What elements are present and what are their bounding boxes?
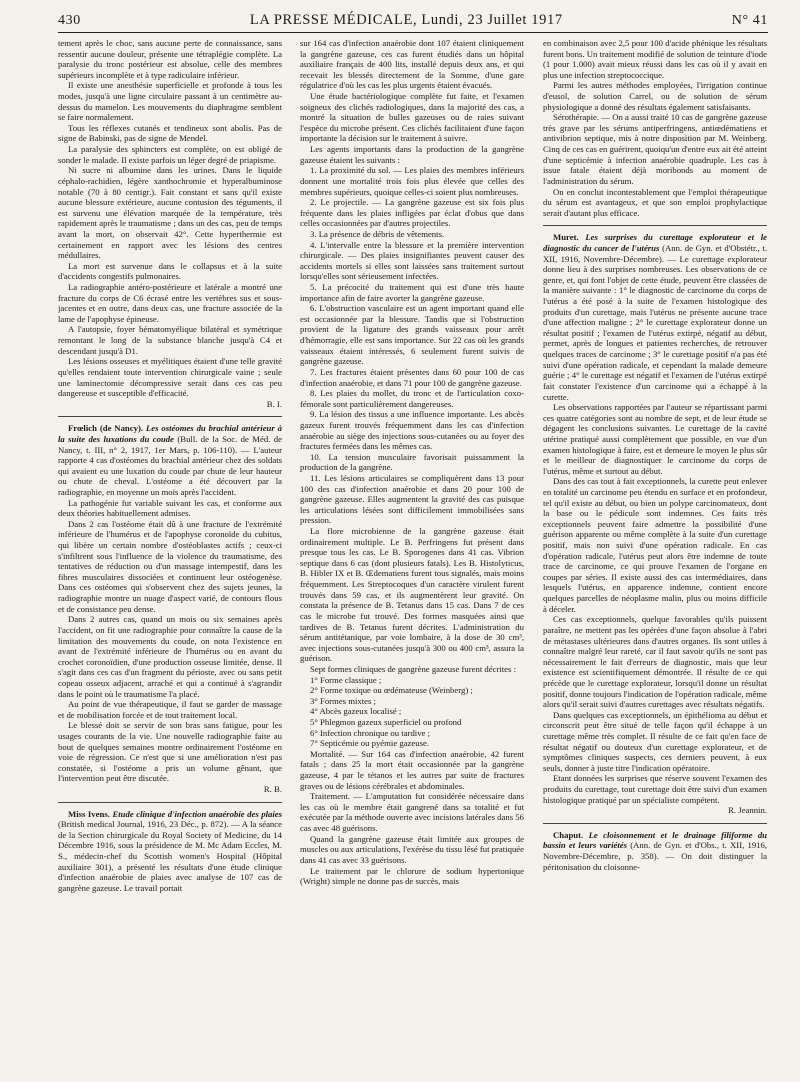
paragraph: Les agents importants dans la production de la gangrène gazeuse étaient les suivants : [300,144,524,165]
paragraph: La pathogénie fut variable suivant les cas, et conforme aux deux théories habituellement admises. [58,497,282,519]
paragraph: Le blessé doit se servir de son bras sans fatigue, pour les usages courants de la vie. Une nouvelle radiographie faite au bout de quelques semaines montre ordinairement l'ostéome en voie de régression. Ce n'est que si une amélioration n'est pas constatée, si l'ostéome a pris un volume gênant, que l'intervention peut être discutée. [58,720,282,784]
paragraph: Le traitement par le chlorure de sodium hypertonique (Wright) simple ne donne pas de succès, mais [300,865,524,887]
paragraph: Ni sucre ni albumine dans les urines. Dans le liquide céphalo-rachidien, légère xanthochromie et hyperalbuminose notable (70 à 80 centigr.). Fait constant et sans qu'il existe aucune blessure extérieure, aucune contusion des téguments, il est survenu une élévation marquée de la température, très rapidement après le traumatisme ; dans un des cas, peu de temps avant la mort, on observait 42°. Cette hyperthermie est certainement en rapport avec les lésions des centres médullaires. [58,165,282,261]
paragraph: Il existe une anesthésie superficielle et profonde à tous les modes, jusqu'à une ligne circulaire passant à un centimètre au-dessus du mamelon. Les mouvements du diaphragme semblent se faire normalement. [58,80,282,123]
article-author: Chaput. [553,829,584,840]
paragraph: Les lésions osseuses et myélitiques étaient d'une telle gravité qu'elles rendaient toute intervention chirurgicale vaine ; seule une laminectomie décompressive serait dans ces cas peu dangereuse et susceptible d'efficacité. [58,356,282,399]
paragraph: Dans 2 cas l'ostéome était dû à une fracture de l'extrémité inférieure de l'humérus et de l'apophyse coronoïde du cubitus, qui libère un certain nombre d'ostéoblastes actifs ; ceux-ci s'infiltrent sous l'influence de la violence du traumatisme, des tentatives de réduction ou d'un massage intempestif, dans les fibres musculaires dissociées et continuent leur ostéogenèse. Dans ces ostéomes qui s'observent chez des sujets jeunes, la radiographie montre un nuage d'aspect varié, de contours flous et de consistance peu dense. [58,518,282,614]
paragraph: La mort est survenue dans le collapsus et à la suite d'accidents congestifs pulmonaires. [58,260,282,282]
paragraph: 10. La tension musculaire favorisait puissamment la production de la gangrène. [300,451,524,473]
article-author: Muret. [553,232,579,243]
article-title: Le cloisonnement et le drainage filiforme du bassin et leurs variétés [543,829,767,851]
paragraph: Tous les réflexes cutanés et tendineux sont abolis. Pas de signe de Babinski, pas de signe de Mendel. [58,122,282,144]
page-header [58,12,768,33]
article-title: Les ostéomes du brachial antérieur à la suite des luxations du coude [58,423,282,444]
paragraph: 9. La lésion des tissus a une influence importante. Les abcès gazeux furent trouvés fréquemment dans les cas d'infection anaérobie au siège des injections sous-cutanées ou au foyer des fractures fermées dans les mêmes cas. [300,409,524,452]
list-item: 1° Forme classique ; [310,674,382,685]
paragraph: Quand la gangrène gazeuse était limitée aux groupes de muscles ou aux articulations, l'exérèse du tissu lésé fut pratiquée dans 41 cas avec 33 guérisons. [300,833,524,865]
list-item: 6° Infection chronique ou tardive ; [310,727,430,738]
article-title: Les surprises du curettage explorateur et le diagnostic du cancer de l'utérus [543,232,767,253]
article-reference: (Bull. de la Soc. de Méd. de Nancy, t. III, n° 2, 1917, 1er Mars, p. 106-110). — L'auteur rapporte 4 cas d'ostéomes du brachial antérieur chez des soldats qui avaient eu une luxation du coude par chute de leur hauteur ou chute de cheval. L'ostéome a été découvert par la radiographie, en moyenne un mois après l'accident. [58,433,282,497]
column-right [543,38,767,1078]
paragraph: Parmi les autres méthodes employées, l'irrigation continue d'eusol, de solution Carrel, ou de solution de sérum physiologique a donné des résultats également satisfaisants. [543,80,767,112]
article-heading [543,830,767,872]
paragraph: 5. La précocité du traitement qui est d'une très haute importance afin de faire avorter la gangrène gazeuse. [300,282,524,303]
paragraph: sur 164 cas d'infection anaérobie dont 107 étaient cliniquement la gangrène gazeuse, ces cas furent étudiés dans un hôpital auxiliaire français de 400 lits, installé depuis deux ans, et qui recevait les blessés directement de la Somme, d'une gare régulatrice d'où les cas les plus urgents étaient évacués. [300,38,524,91]
article-heading [58,423,282,497]
paragraph: La flore microbienne de la gangrène gazeuse était ordinairement multiple. Le B. Perfringens fut présent dans presque tous les cas. Le B. Sporogenes dans 41 cas. Vibrion septique dans 6 cas (dont plusieurs fatals). Les B. Histolyticus, B. Hibler IX et B. Œdematiens furent tous signalés, mais moins fréquemment. Les Streptocoques d'un caractère virulent furent trouvés dans 59 cas, et ils augmentèrent leur gravité. On constata la présence de B. Tetanus dans 15 cas. Dans 7 de ces cas le microbe fut trouvé. Des formes masquées ainsi que tardives de B. Tetanus furent décrites. L'administration du sérum antitétanique, par voie lombaire, à la dose de 30 cm³, avec injections sous-cutanées jusqu'à 300 ou 400 cm³, assura la guérison. [300,526,524,664]
article-reference: (Ann. de Gyn. et d'Obstétr., t. XII, 1916, Novembre-Décembre). — Le curettage explorateur donne lieu à des surprises nombreuses. Les observations de ce genre, et, qui font l'objet de cette étude, peuvent être classées de la manière suivante : 1° le diagnostic de carcinome du corps de l'utérus a été posé à la suite de l'examen histologique des produits d'un curettage, mais l'utérus ne présente aucune trace d'une affection maligne ; 2° le curettage explorateur donne un résultat positif ; l'examen de l'utérus extirpé, négatif au début, permet, après de longues et patientes recherches, de retrouver quelques traces de carcinome ; 3° le curettage positif n'a pas été suivi d'une opération radicale, et cependant la malade demeure guérie ; 4° le curettage est négatif et l'examen de l'utérus extirpé fait constater l'existence d'un carcinome qui a échappé à la curette. [543,242,767,402]
paragraph: Au point de vue thérapeutique, il faut se garder de massage et de mobilisation forcée et de tout traitement local. [58,699,282,720]
paragraph: Dans des cas tout à fait exceptionnels, la curette peut enlever en totalité un carcinome peu étendu en surface et en profondeur, tel qu'il existe au début, ou bien un polype carcinomateux, dont la base ou le pédicule sont indemnes. Ces faits très exceptionnels peuvent faire admettre la possibilité d'une guérison apparente ou même complète à la suite d'un curettage positif, mais non suivi d'une opération radicale. En cas d'opération radicale, l'utérus peut alors être indemne de toute trace de carcinome, ce qui prouve l'examen de l'organe en coupes par séries. Il existe aussi des cas intermédiaires, dans lesquels l'utérus, en apparence indemne, contient encore quelques parcelles de néoplasme malin, plus ou moins difficile à déceler. [543,476,767,614]
paragraph: 8. Les plaies du mollet, du tronc et de l'articulation coxo-fémorale sont particulièrement dangereuses. [300,388,524,409]
paragraph: 7. Les fractures étaient présentes dans 60 pour 100 de cas d'infection anaérobie, et dans 71 pour 100 de gangrène gazeuse. [300,366,524,388]
divider [58,416,282,417]
article-author: Miss Ivens. [68,808,110,819]
signature: R. B. [263,784,282,795]
signature: B. I. [266,398,282,409]
list-item: 2° Forme toxique ou œdémateuse (Weinberg) ; [310,685,473,696]
paragraph: Etant données les surprises que réserve souvent l'examen des produits du curettage, tout curettage doit être suivi d'un examen histologique pratiqué par un spécialiste compétent. [543,773,767,805]
paragraph: tement après le choc, sans aucune perte de connaissance, sans ressentir aucune douleur, présente une tétraplégie complète. La paralysie du tronc postérieur est absolue, celle des membres supérieurs incomplète et à type radiculaire inférieur. [58,38,282,80]
list-item: 3° Formes mixtes ; [310,695,376,706]
article-title: Etude clinique d'infection anaérobie des plaies [112,808,282,819]
paragraph: 6. L'obstruction vasculaire est un agent important quand elle est occasionnée par la blessure. Tandis que si l'obstruction provient de la ligature des grands vaisseaux pour arrêt d'hémorragie, elle est sans importance. Sur 22 cas où les grands vaisseaux étaient intéressés, 6 seulement furent suivis de gangrène gazeuse. [300,303,524,367]
paragraph: 3. La présence de débris de vêtements. [310,228,445,239]
signature: R. Jeannin. [728,805,767,816]
paragraph: en combinaison avec 2,5 pour 100 d'acide phénique les résultats furent bons. Un traitement modifié de solution de teinture d'iode (1 pour 1.000) avait mieux réussi dans les cas où il y avait en plus une infection streptococcique. [543,38,767,80]
divider [58,802,282,803]
paragraph: Ces cas exceptionnels, quelque favorables qu'ils puissent paraître, ne mettent pas les opérées d'une façon absolue à l'abri de métastases ultérieures dans d'autres organes. Ils sont utiles à connaître malgré leur rareté, car il faut savoir qu'ils ne sont pas nécessairement le fait d'erreurs de diagnostic, mais que leur existence est scientifiquement démontrée. Il résulte de ce qui précède que le curettage explorateur, lorsqu'il donne un résultat positif, donne toujours l'indication de l'opération radicale, même alors qu'il serait suivi d'autres curettages avec résultats négatifs. [543,614,767,710]
paragraph: La paralysie des sphincters est complète, on est obligé de sonder le malade. Il existe parfois un léger degré de priapisme. [58,144,282,165]
article-heading [58,809,282,894]
paragraph: 2. Le projectile. — La gangrène gazeuse est six fois plus fréquente dans les plaies infligées par éclat d'obus que dans celles occasionnées par d'autres projectiles. [300,197,524,229]
article-heading [543,232,767,402]
paragraph: Une étude bactériologique complète fut faite, et l'examen soigneux des clichés radiologiques, dans la majorité des cas, a montré la situation de bulles gazeuses ou de raies suivant l'espèce du microbe présent. Ces clichés facilitaient d'une façon importante la décision sur le traitement à suivre. [300,91,524,144]
paragraph: Mortalité. — Sur 164 cas d'infection anaérobie, 42 furent fatals ; dans 25 la mort était occasionnée par la gangrène gazeuse, 4 par le tétanos et les autres par suite de fractures graves ou de lésions cérébrales et abdominales. [300,748,524,791]
article-reference: (British medical Journal, 1916, 23 Déc., p. 872). — A la séance de la Section chirurgicale du Royal Society of Medicine, du 14 Décembre 1916, sous la présidence de M. Mc Adam Eccles, M. S., médecin-chef du Scottish women's Hospital (Hôpital auxiliaire 301), a présenté les résultats d'une étude clinique d'infection anaérobie de plaies avec analyse de 107 cas de gangrène gazeuse. Le travail portait [58,819,282,893]
paragraph: Les observations rapportées par l'auteur se répartissant parmi ces quatre catégories sont au nombre de sept, et de leur étude se dégagent les conclusions suivantes. Le curettage de la cavité utérine pratiqué aussi complètement que possible, en vue d'un examen histologique à faire, est et demeure le moyen le plus sûr et le meilleur de diagnostiquer le carcinome du corps de l'utérus, même et surtout au début. [543,402,767,476]
paragraph: Sept formes cliniques de gangrène gazeuse furent décrites : [310,663,517,674]
list-item: 7° Septicémie ou pyémie gazeuse. [310,738,430,749]
divider [543,823,767,824]
list-item: 4° Abcès gazeux localisé ; [310,706,402,717]
column-left [58,38,282,1078]
article-reference: (Ann. de Gyn. et d'Obs., t. XII, 1916, Novembre-Décembre, p. 358). — On doit distinguer la péritonisation du cloisonne- [543,840,767,872]
column-middle [300,38,524,1078]
journal-title: LA PRESSE MÉDICALE, Lundi, 23 Juillet 1917 [249,12,563,28]
paragraph: On en conclut incontestablement que l'emploi thérapeutique du sérum est avantageux, et que son emploi prophylactique serait d'autant plus efficace. [543,186,767,218]
issue-number: N° 41 [731,13,768,28]
paragraph: 11. Les lésions articulaires se compliquèrent dans 13 pour 100 des cas d'infection anaérobie et dans 20 pour 100 de gangrène gazeuse. Elles augmentent la gravité des cas puisque les articulations lésées sont difficilement immobilisées sans pression. [300,472,524,526]
paragraph: A l'autopsie, foyer hématomyélique bilatéral et symétrique remontant le long de la substance blanche jusqu'à C4 et descendant jusqu'à D1. [58,324,282,356]
paragraph: 1. La proximité du sol. — Les plaies des membres inférieurs donnent une mortalité trois fois plus élevée que celles des membres supérieurs, quoique celles-ci soient plus nombreuses. [300,165,524,197]
paragraph: Dans 2 autres cas, quand un mois ou six semaines après l'accident, on fit une radiographie pour connaître la cause de la limitation des mouvements du coude, on nota l'existence en avant de l'extrémité inférieure de l'humérus ou en avant du crochet coronoïdien, d'une production osseuse limitée, dense. Il s'agit dans ces cas d'un fragment du périoste, avec ou sans petit copeau osseux adjacent, arraché et qui a continué à s'agrandir dans le point où le traumatisme l'a placé. [58,614,282,699]
paragraph: Sérothérapie. — On a aussi traité 10 cas de gangrène gazeuse très grave par les sérums antiperfringens, antiœdématiens et antivibrion septique, mis à notre disposition par M. Weinberg. Cinq de ces cas en guérirent, quoiqu'un d'entre eux ait été atteint d'une septicémie à infection anaérobie quadruple. Les cas à issue fatale étaient déjà moribonds au moment de l'administration du sérum. [543,112,767,186]
page-number: 430 [58,13,81,28]
paragraph: Traitement. — L'amputation fut considérée nécessaire dans les cas où le membre était gangrené dans sa totalité et fut exécutée par la méthode ouverte avec incisions latérales dans 56 cas avec 48 guérisons. [300,791,524,834]
divider [543,225,767,226]
paragraph: Dans quelques cas exceptionnels, un épithélioma au début et circonscrit peut être situé de telle façon qu'il échappe à un curettage même très complet. Il résulte de ce fait qu'en face de résultat négatif ou douteux d'un curettage explorateur, et de symptômes cliniques suspects, ces derniers peuvent, à eux seuls, donner à juste titre l'indication opératoire. [543,709,767,773]
paragraph: La radiographie antéro-postérieure et latérale a montré une fracture du corps de C6 écrasé entre les vertèbres sus et sous-jacentes et en outre, dans deux cas, une fracture associée de la lame de l'apophyse épineuse. [58,282,282,324]
article-author: Frœlich (de Nancy). [68,423,144,434]
list-item: 5° Phlegmon gazeux superficiel ou profond [310,717,462,727]
paragraph: 4. L'intervalle entre la blessure et la première intervention chirurgicale. — Des plaies insignifiantes peuvent causer des accidents mortels si elles sont laissées sans traitement surtout lorsqu'elles sont sérieusement infectées. [300,239,524,282]
